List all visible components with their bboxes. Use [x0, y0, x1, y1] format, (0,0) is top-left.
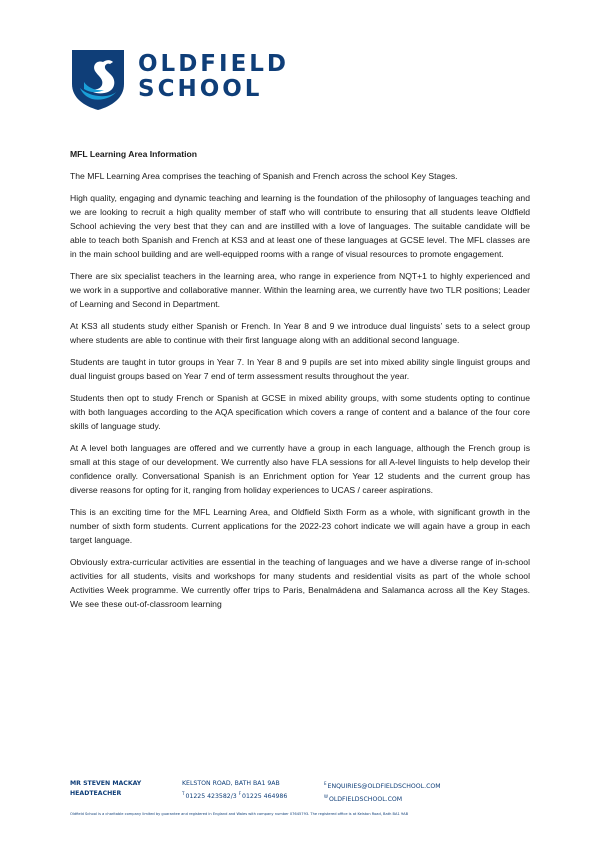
phone-prefix: T — [182, 791, 185, 796]
email-link[interactable]: ENQUIRIES@OLDFIELDSCHOOL.COM — [327, 783, 441, 791]
email-prefix: E — [324, 781, 327, 786]
paragraph: High quality, engaging and dynamic teaching and learning is the foundation of the philosophy of languages teaching and we are looking to recruit a high quality member of staff who will contribute to ensuring that all students leave Oldfield School achieving the very best that they can and are instilled with a love of languages. The suitable candidate will be able to teach both Spanish and French at KS3 and at least one of these languages at GCSE level. The MFL classes are in the main school building and are well-equipped rooms with a range of visual resources to promote engagement. — [70, 193, 530, 259]
letterhead — [70, 48, 289, 112]
paragraph: There are six specialist teachers in the learning area, who range in experience from NQT+1 to highly experienced and we work in a supportive and collaborative manner. Within the learning area, we currently have two TLR positions; Leader of Learning and Second in Department. — [70, 271, 530, 309]
email-line[interactable] — [324, 779, 530, 792]
paragraph: At KS3 all students study either Spanish or French. In Year 8 and 9 we introduce dual linguists’ sets to a select group where students are able to continue with their first language along with an additional second language. — [70, 321, 530, 345]
swan-crest-icon — [70, 48, 126, 112]
school-name-line1: OLDFIELD — [138, 51, 290, 77]
phone: 01225 423582/3 — [185, 793, 237, 801]
fax: 01225 464986 — [242, 793, 288, 801]
footer-headteacher — [70, 779, 185, 805]
school-name — [138, 52, 289, 102]
fax-prefix: F — [238, 791, 242, 796]
school-name-line2: SCHOOL — [138, 76, 263, 102]
paragraph: The MFL Learning Area comprises the teaching of Spanish and French across the school Key Stages. — [70, 171, 458, 181]
paragraph: Obviously extra-curricular activities are essential in the teaching of languages and we have a diverse range of in-school activities for all students, visits and workshops for many students and residential visits as part of the whole school Activities Week programme. We currently offer trips to Paris, Benalmádena and Salamanca across all the Key Stages. We see these out-of-classroom learning — [70, 557, 530, 609]
paragraph: At A level both languages are offered and we currently have a group in each language, although the French group is small at this stage of our development. We currently also have FLA sessions for all A-level linguists to help develop their confidence orally. Conversational Spanish is an Enrichment option for Year 12 students and the current group has diverse reasons for opting for it, ranging from holiday experiences to UCAS / career aspirations. — [70, 443, 530, 495]
document-title: MFL Learning Area Information — [70, 149, 198, 159]
document-body — [70, 147, 530, 619]
footer-address — [182, 779, 324, 805]
web-link[interactable]: OLDFIELDSCHOOL.COM — [328, 796, 403, 804]
paragraph: Students then opt to study French or Spanish at GCSE in mixed ability groups, with some students opting to continue with both languages according to the AQA specification which covers a range of content and a balance of the four core skills of language study. — [70, 393, 530, 431]
phone-line — [182, 789, 324, 802]
web-line[interactable] — [324, 792, 530, 805]
head-title: HEADTEACHER — [70, 790, 122, 797]
web-prefix: W — [324, 794, 328, 800]
address: KELSTON ROAD, BATH BA1 9AB — [182, 780, 280, 787]
head-name: MR STEVEN MACKAY — [70, 780, 142, 787]
paragraph: This is an exciting time for the MFL Learning Area, and Oldfield Sixth Form as a whole, with significant growth in the number of sixth form students. Current applications for the 2022-23 cohort indicate we will again have a group in each target language. — [70, 507, 530, 545]
legal-notice: Oldfield School is a charitable company limited by guarantee and registered in England and Wales with company number 07645793. The registered office is at Kelston Road, Bath BA1 9AB — [70, 812, 409, 817]
paragraph: Students are taught in tutor groups in Year 7. In Year 8 and 9 pupils are set into mixed ability single linguist groups and dual linguist groups based on Year 7 end of term assessment results throughout the year. — [70, 357, 530, 381]
footer — [70, 779, 530, 817]
footer-contact — [324, 779, 530, 805]
